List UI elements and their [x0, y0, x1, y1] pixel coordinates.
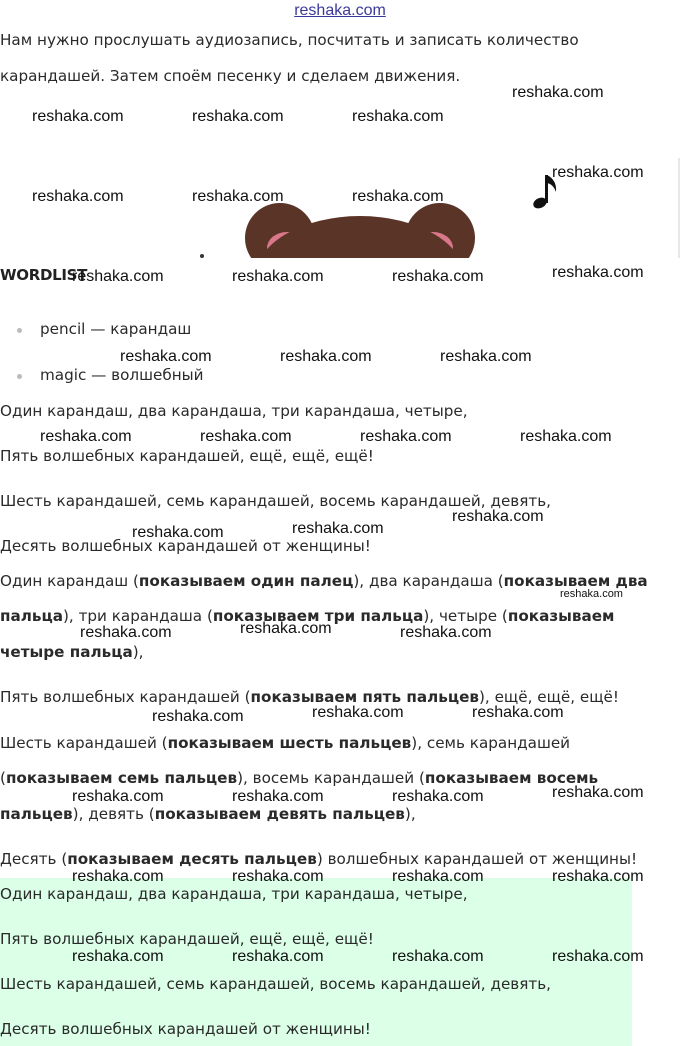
watermark: reshaka.com [352, 188, 444, 205]
action-line-3: четыре пальца), [0, 643, 144, 661]
watermark: reshaka.com [280, 348, 372, 365]
action-line-2: пальца), три карандаша (показываем три пальца), четыре (показываем [0, 607, 615, 625]
watermark: reshaka.com [72, 948, 164, 965]
bullet-icon [17, 374, 22, 379]
watermark: reshaka.com [40, 428, 132, 445]
intro-line-2: карандашей. Затем споём песенку и сделаем движения. [0, 67, 461, 85]
action-line-6: (показываем семь пальцев), восемь карандашей (показываем восемь [0, 769, 599, 787]
watermark: reshaka.com [232, 868, 324, 885]
watermark: reshaka.com [192, 108, 284, 125]
watermark: reshaka.com [232, 788, 324, 805]
panel-line: Десять волшебных карандашей от женщины! [0, 1020, 371, 1038]
watermark: reshaka.com [72, 268, 164, 285]
action-line-4: Пять волшебных карандашей (показываем пять пальцев), ещё, ещё, ещё! [0, 688, 619, 706]
watermark: reshaka.com [552, 868, 644, 885]
action-line-8: Десять (показываем десять пальцев) волшебных карандашей от женщины! [0, 850, 638, 868]
watermark: reshaka.com [32, 188, 124, 205]
action-line-5: Шесть карандашей (показываем шесть пальцев), семь карандашей [0, 734, 571, 752]
song-line: Шесть карандашей, семь карандашей, восемь карандашей, девять, [0, 492, 552, 510]
watermark: reshaka.com [240, 620, 332, 637]
song-line: Десять волшебных карандашей от женщины! [0, 537, 371, 555]
intro-line-1: Нам нужно прослушать аудиозапись, посчитать и записать количество [0, 31, 579, 49]
action-line-7: пальцев), девять (показываем девять пальцев), [0, 805, 416, 823]
wordlist-item: pencil — карандаш [40, 320, 192, 338]
watermark: reshaka.com [72, 868, 164, 885]
watermark: reshaka.com [512, 84, 604, 101]
watermark: reshaka.com [120, 348, 212, 365]
watermark: reshaka.com [472, 704, 564, 721]
watermark: reshaka.com [552, 164, 644, 181]
watermark: reshaka.com [360, 428, 452, 445]
watermark: reshaka.com [552, 948, 644, 965]
watermark: reshaka.com [560, 588, 623, 600]
watermark: reshaka.com [292, 520, 384, 537]
watermark: reshaka.com [72, 788, 164, 805]
panel-line: Шесть карандашей, семь карандашей, восемь карандашей, девять, [0, 975, 552, 993]
watermark: reshaka.com [452, 508, 544, 525]
action-line-1: Один карандаш (показываем один палец), два карандаша (показываем два [0, 572, 648, 590]
watermark: reshaka.com [152, 708, 244, 725]
watermark: reshaka.com [80, 624, 172, 641]
watermark: reshaka.com [192, 188, 284, 205]
wordlist-item: magic — волшебный [40, 366, 204, 384]
watermark: reshaka.com [552, 784, 644, 801]
watermark: reshaka.com [392, 788, 484, 805]
watermark: reshaka.com [132, 524, 224, 541]
watermark: reshaka.com [520, 428, 612, 445]
site-header-link[interactable]: reshaka.com [294, 2, 386, 19]
watermark: reshaka.com [352, 108, 444, 125]
watermark: reshaka.com [552, 264, 644, 281]
panel-line: Пять волшебных карандашей, ещё, ещё, ещё! [0, 930, 374, 948]
watermark: reshaka.com [392, 268, 484, 285]
watermark: reshaka.com [392, 868, 484, 885]
watermark: reshaka.com [392, 948, 484, 965]
watermark: reshaka.com [400, 624, 492, 641]
watermark: reshaka.com [32, 108, 124, 125]
panel-line: Один карандаш, два карандаша, три карандаша, четыре, [0, 885, 468, 903]
watermark: reshaka.com [232, 948, 324, 965]
song-line: Пять волшебных карандашей, ещё, ещё, ещё! [0, 447, 374, 465]
bullet-icon [17, 328, 22, 333]
watermark: reshaka.com [200, 428, 292, 445]
song-line: Один карандаш, два карандаша, три карандаша, четыре, [0, 402, 468, 420]
watermark: reshaka.com [312, 704, 404, 721]
watermark: reshaka.com [232, 268, 324, 285]
watermark: reshaka.com [440, 348, 532, 365]
wordlist-title: WORDLIST [0, 266, 88, 284]
